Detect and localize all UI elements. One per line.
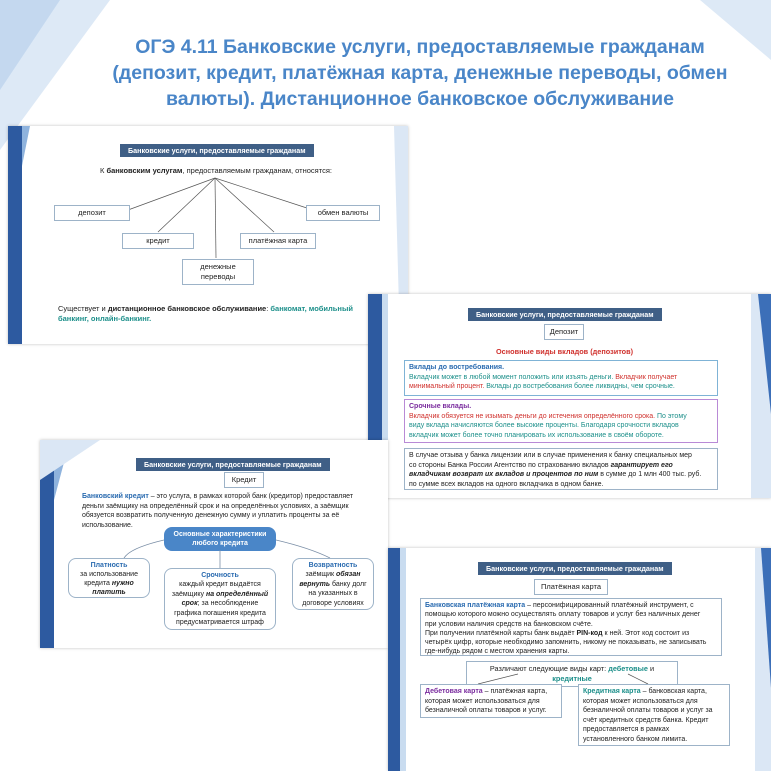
item-transfers-line2: переводы: [200, 272, 236, 281]
credit-term-line3a: срок: [181, 600, 198, 608]
kinds-debit: дебетовые: [608, 664, 648, 673]
item-exchange: обмен валюты: [306, 205, 380, 221]
demand-line2a: минимальный процент.: [409, 383, 487, 390]
paid-box: [68, 558, 150, 598]
credit-term-line5: предусматривается штраф: [176, 619, 264, 627]
term-deposit-box: [404, 399, 718, 443]
intro-bold: банковским услугам: [106, 166, 183, 175]
insurance-line2b: гарантирует его: [610, 461, 673, 469]
return-line2a: вернуть: [299, 580, 331, 588]
credit-term-line3b: ; за несоблюдение: [197, 600, 259, 608]
debit-line3: безналичной оплаты товаров и услуг.: [425, 707, 547, 714]
pin-line1c: к ней. Этот код состоит из: [602, 629, 690, 637]
return-line2b: банку долг: [330, 580, 367, 588]
kinds-credit: кредитные: [552, 674, 592, 683]
slide-header: Банковские услуги, предоставляемые гражданам: [120, 144, 314, 157]
credit-card-line6: установленного банком лимита.: [583, 735, 688, 743]
demand-line1a: Вкладчик может в любой момент положить или изъять деньги.: [409, 373, 616, 381]
page-title: [80, 34, 760, 112]
insurance-line2a: со стороны Банка России Агентство по страхованию вкладов: [409, 461, 611, 469]
credit-term-line1: каждый кредит выдаётся: [179, 581, 261, 589]
return-line4: договоре условиях: [302, 599, 364, 607]
paid-line2a: кредита: [84, 580, 112, 587]
credit-def-line1: – это услуга, в рамках которой банк (кредитор) предоставляет: [148, 493, 354, 500]
term-line2: виду вклада начисляются более высокие проценты. Благодаря срочности вкладов: [409, 422, 679, 429]
return-line3: на указанных в: [308, 590, 358, 598]
return-line1b: обязан: [336, 571, 361, 579]
insurance-line1: В случае отзыва у банка лицензии или в случае применения к банку специальных мер: [409, 452, 692, 459]
paid-line1: за использование: [80, 571, 138, 578]
card-def-bold: Банковская платёжная карта: [425, 602, 526, 609]
remote-banking-text: [58, 304, 353, 324]
center-line1: Основные характеристики: [173, 531, 267, 538]
subheader-credit: Кредит: [224, 472, 264, 488]
credit-card-bold: Кредитная карта: [583, 688, 641, 695]
term-title: Срочные вклады.: [409, 403, 472, 410]
page-title-line2: (депозит, кредит, платёжная карта, денежные переводы, обмен: [112, 62, 728, 84]
credit-card-line2: которая может использоваться для: [583, 697, 698, 705]
debit-line1: – платёжная карта,: [482, 688, 548, 695]
credit-def-bold: Банковский кредит: [82, 493, 149, 500]
credit-def-line2: деньги заёмщику на определённый срок и на определённых условиях, а заёмщик: [82, 502, 349, 510]
credit-term-title: Срочность: [201, 572, 239, 579]
insurance-line4: по сумме всех вкладов на одного вкладчика в одном банке.: [409, 480, 604, 488]
debit-bold: Дебетовая карта: [425, 688, 483, 695]
slide-header: Банковские услуги, предоставляемые гражданам: [478, 562, 672, 575]
item-credit: кредит: [122, 233, 194, 249]
slide-header: Банковские услуги, предоставляемые гражданам: [468, 308, 662, 321]
pin-line1b: PIN-код: [576, 629, 603, 637]
card-def-line3: при условии наличия средств на банковском счёте.: [425, 620, 593, 628]
return-title: Возвратность: [308, 562, 358, 569]
credit-term-line4: графика погашения кредита: [174, 609, 266, 617]
page-title-line3: валюты). Дистанционное банковское обслуживание: [165, 88, 675, 110]
remote-colon: :: [266, 304, 271, 313]
intro-post: , предоставляемым гражданам, относятся:: [182, 166, 332, 175]
credit-card-line3: безналичной оплаты товаров и услуг за: [583, 707, 713, 714]
credit-term-line2b: на определённый: [205, 590, 269, 598]
remote-bold: дистанционное банковское обслуживание: [107, 304, 267, 313]
slide-credit: [40, 440, 388, 648]
slide-bank-services: [8, 126, 408, 344]
intro-pre: К: [100, 166, 107, 175]
slide-payment-card: [388, 548, 771, 771]
pin-line1a: При получении платёжной карты банк выдаёт: [425, 629, 577, 637]
demand-line1b: Вкладчик получает: [615, 373, 678, 381]
center-line2: любого кредита: [192, 540, 248, 547]
demand-line2b: Вклады до востребования более ликвидны, чем срочные.: [486, 383, 675, 390]
remote-pre: Существует и: [58, 304, 108, 313]
insurance-line3b: в сумме до 1 млн 400 тыс. руб.: [598, 471, 702, 478]
slide-deposit: [368, 294, 771, 498]
credit-card-line5: предоставляется в рамках: [583, 726, 670, 733]
credit-card-box: [578, 684, 730, 746]
credit-card-line4: счёт кредитных средств банка. Кредит: [583, 716, 709, 724]
subheader-card: Платёжная карта: [534, 579, 608, 595]
kinds-pre: Различают следующие виды карт:: [489, 664, 609, 673]
paid-line3: платить: [92, 589, 126, 596]
remote-list-line1: банкомат, мобильный: [270, 304, 353, 313]
subheader-deposit: Депозит: [544, 324, 584, 340]
credit-term-line2a: заёмщику: [171, 590, 206, 598]
demand-deposit-box: [404, 360, 718, 396]
term-line1b: По этому: [657, 412, 687, 420]
debit-line2: которая может использоваться для: [425, 697, 540, 705]
insurance-box: [404, 448, 718, 490]
pin-line3: где-нибудь рядом с местом хранения карты.: [425, 648, 570, 656]
term-box: [164, 568, 276, 630]
card-def-line1: – персонифицированный платёжный инструмент, с: [525, 602, 694, 609]
paid-title: Платность: [90, 562, 128, 569]
card-def-line2: помощью которого можно осуществлять оплату товаров и услуг без наличных денег: [425, 611, 701, 619]
term-line3: вкладчик может более точно планировать их использование в своём обороте.: [409, 431, 664, 439]
return-line1a: заёмщик: [305, 571, 337, 579]
deposit-types-title: Основные виды вкладов (депозитов): [496, 347, 634, 356]
remote-list-line2: банкинг, онлайн-банкинг.: [58, 314, 152, 323]
kinds-and: и: [647, 664, 655, 673]
page-title-line1: ОГЭ 4.11 Банковские услуги, предоставляемые гражданам: [135, 36, 705, 58]
return-box: [292, 558, 374, 610]
debit-card-box: [420, 684, 562, 718]
credit-def-line4: использование.: [82, 521, 133, 529]
slide-header: Банковские услуги, предоставляемые гражданам: [136, 458, 330, 471]
paid-line2b: нужно: [111, 580, 134, 587]
term-line1a: Вкладчик обязуется не изымать деньги до истечения определённого срока.: [409, 412, 658, 420]
item-transfers: [182, 259, 254, 285]
pin-line2: четырёх цифр, которые необходимо запомнить, никому не показывать, не записывать: [425, 639, 707, 647]
credit-def-line3: обязуется возвратить полученную денежную сумму и уплатить проценты за её: [82, 512, 340, 519]
demand-title: Вклады до востребования.: [409, 364, 505, 371]
item-deposit: депозит: [54, 205, 130, 221]
credit-card-line1: – банковская карта,: [640, 688, 707, 695]
insurance-line3a: вкладчикам возврат их вкладов и процентов по ним: [409, 471, 599, 478]
item-transfers-line1: денежные: [200, 262, 236, 271]
item-card: платёжная карта: [240, 233, 316, 249]
